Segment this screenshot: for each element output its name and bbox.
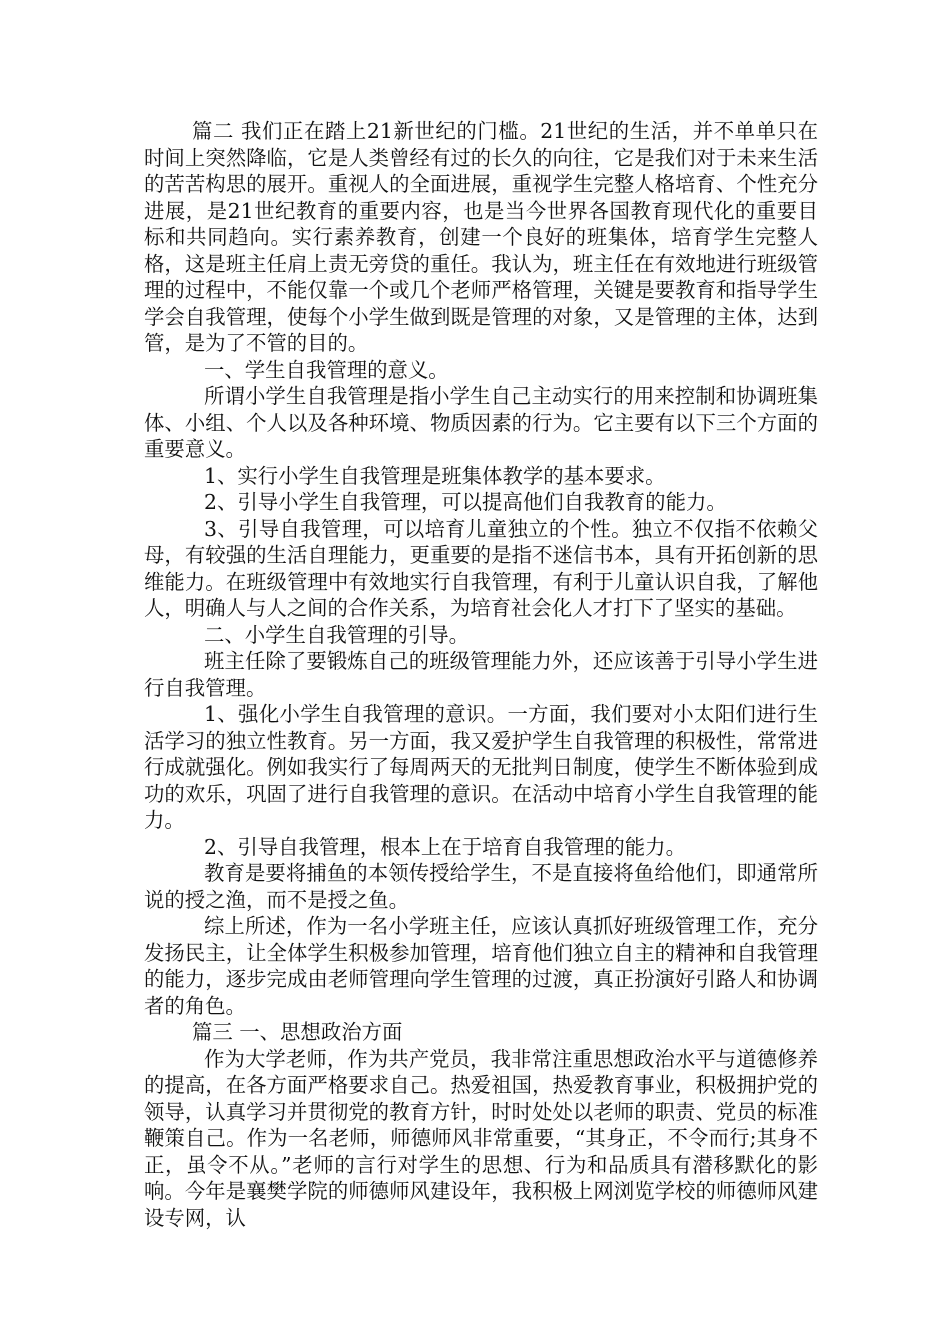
list-item-1: 1、实行小学生自我管理是班集体教学的基本要求。 <box>204 463 666 488</box>
document-body <box>144 118 818 1231</box>
list-item-3: 3、引导自我管理，可以培育儿童独立的个性。独立不仅指不依赖父母，有较强的生活自理能力，更重要的是指不迷信书本，具有开拓创新的思维能力。在班级管理中有效地实行自我管理，有利于儿童认识自我，了解他人，明确人与人之间的合作关系，为培育社会化人才打下了坚实的基础。 <box>144 516 818 620</box>
section-heading-3: 篇三 一、思想政治方面 <box>192 1020 403 1044</box>
paragraph-summary: 综上所述，作为一名小学班主任，应该认真抓好班级管理工作，充分发扬民主，让全体学生积极参加管理，培育他们独立自主的精神和自我管理的能力，逐步完成由老师管理向学生管理的过渡，真正扮演好引路人和协调者的角色。 <box>144 914 818 1018</box>
paragraph-intro: 篇二 我们正在踏上21新世纪的门槛。21世纪的生活，并不单单只在时间上突然降临，它是人类曾经有过的长久的向往，它是我们对于未来生活的苦苦构思的展开。重视人的全面进展，重视学生完整人格培育、个性充分进展，是21世纪教育的重要内容，也是当今世界各国教育现代化的重要目标和共同趋向。实行素养教育，创建一个良好的班集体，培育学生完整人格，这是班主任肩上责无旁贷的重任。我认为，班主任在有效地进行班级管理的过程中，不能仅靠一个或几个老师严格管理，关键是要教育和指导学生学会自我管理，使每个小学生做到既是管理的对象，又是管理的主体，达到管，是为了不管的目的。 <box>144 119 818 355</box>
section-heading-1: 一、学生自我管理的意义。 <box>204 357 449 382</box>
paragraph-guidance: 班主任除了要锻炼自己的班级管理能力外，还应该善于引导小学生进行自我管理。 <box>144 649 818 700</box>
section-heading-2: 二、小学生自我管理的引导。 <box>204 622 470 647</box>
paragraph-political: 作为大学老师，作为共产党员，我非常注重思想政治水平与道德修养的提高，在各方面严格要求自己。热爱祖国，热爱教育事业，积极拥护党的领导，认真学习并贯彻党的教育方针，时时处处以老师的职责、党员的标准鞭策自己。作为一名老师，师德师风非常重要，“其身正，不令而行;其身不正，虽令不从。”老师的言行对学生的思想、行为和品质具有潜移默化的影响。今年是襄樊学院的师德师风建设年，我积极上网浏览学校的师德师风建设专网，认 <box>144 1046 818 1230</box>
paragraph-fishing: 教育是要将捕鱼的本领传授给学生，不是直接将鱼给他们，即通常所说的授之渔，而不是授之鱼。 <box>144 861 818 912</box>
list-item-2: 2、引导小学生自我管理，可以提高他们自我教育的能力。 <box>204 490 727 514</box>
list-item-cultivate: 2、引导自我管理，根本上在于培育自我管理的能力。 <box>204 834 686 859</box>
paragraph-definition: 所谓小学生自我管理是指小学生自己主动实行的用来控制和协调班集体、小组、个人以及各种环境、物质因素的行为。它主要有以下三个方面的重要意义。 <box>144 384 818 461</box>
list-item-strengthen: 1、强化小学生自我管理的意识。一方面，我们要对小太阳们进行生活学习的独立性教育。另一方面，我又爱护学生自我管理的积极性，常常进行成就强化。例如我实行了每周两天的无批判日制度，使学生不断体验到成功的欢乐，巩固了进行自我管理的意识。在活动中培育小学生自我管理的能力。 <box>144 702 818 832</box>
